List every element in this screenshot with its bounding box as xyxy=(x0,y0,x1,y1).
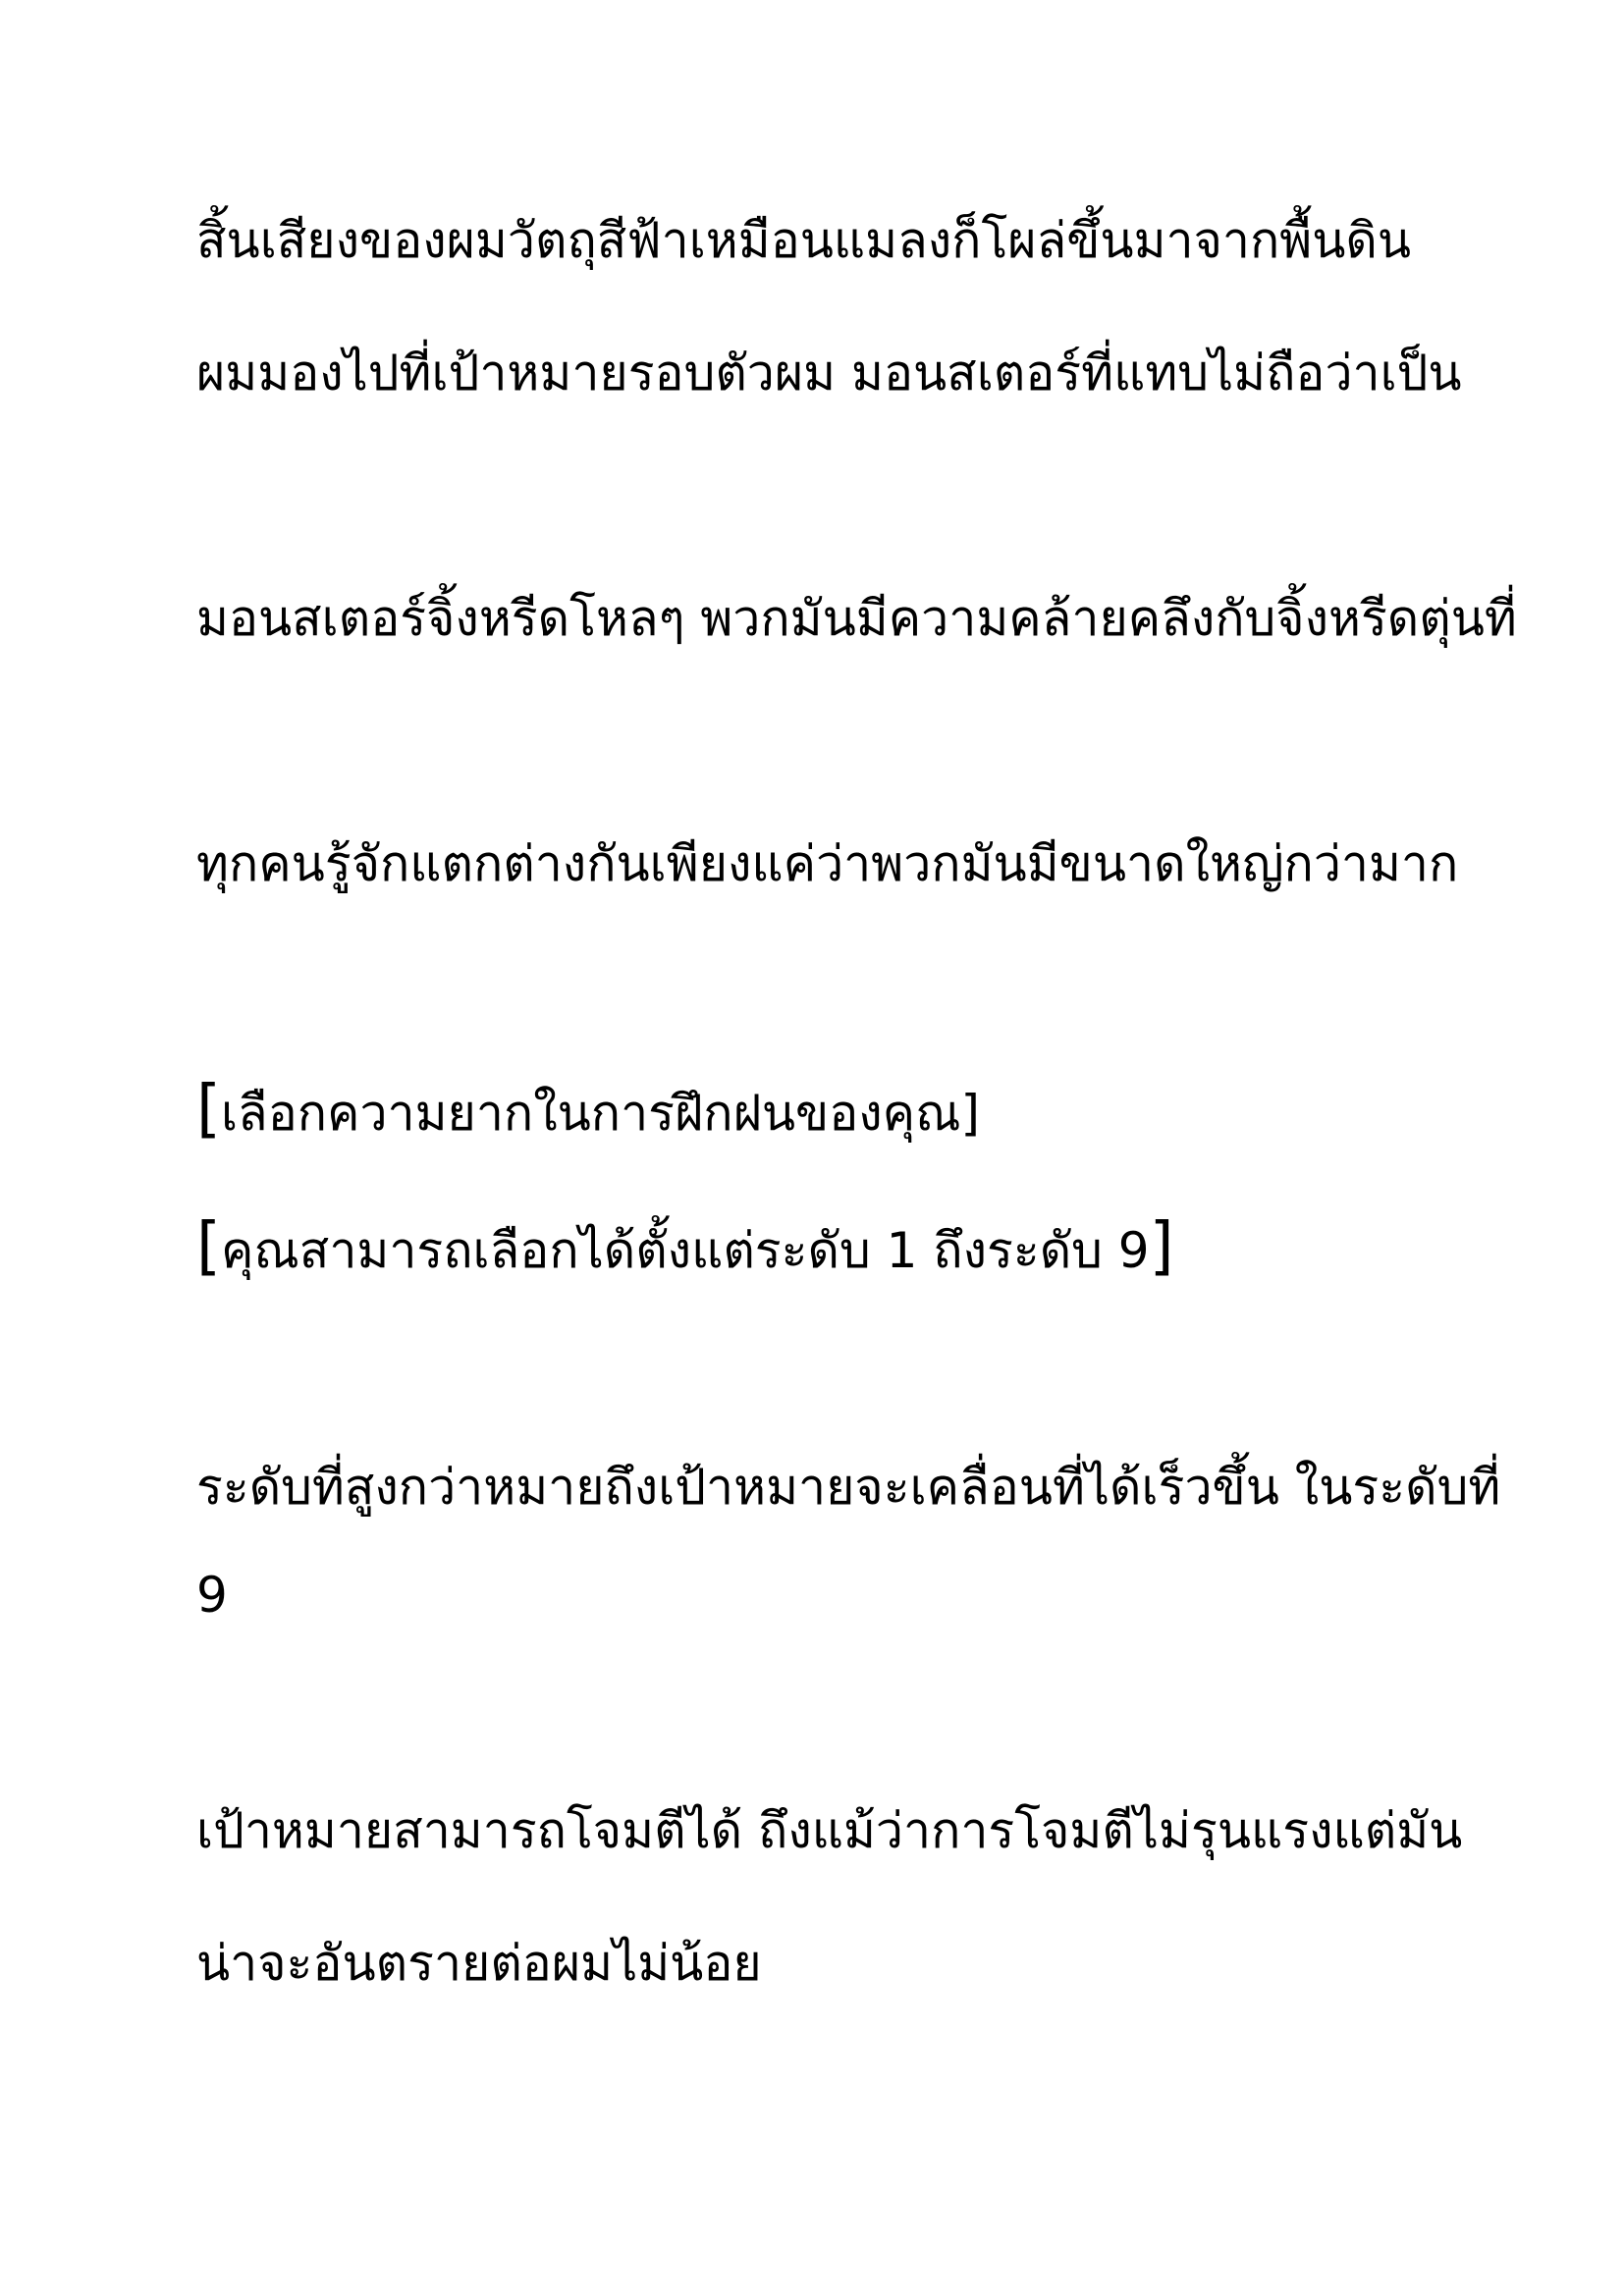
text-line: ระดับที่สูงกว่าหมายถึงเป้าหมายจะเคลื่อนที่ได้เร็วขึ้น ในระดับที่ xyxy=(196,1459,1501,1516)
text-line: เป้าหมายสามารถโจมตีได้ ถึงแม้ว่าการโจมตีไม่รุนแรงแต่มัน xyxy=(196,1802,1463,1859)
close-bracket: ] xyxy=(1149,1210,1174,1283)
system-message-text: เลือกความยากในการฝึกฝนของคุณ xyxy=(220,1085,961,1142)
text-line: สิ้นเสียงของผมวัตถุสีฟ้าเหมือนแมลงก็โผล่ขึ้นมาจากพื้นดิน xyxy=(196,212,1412,269)
open-bracket: [ xyxy=(196,1210,221,1283)
close-bracket: ] xyxy=(960,1085,981,1142)
system-message-line xyxy=(196,1075,980,1148)
system-message-text: คุณสามารถเลือกได้ตั้งแต่ระดับ 1 ถึงระดับ 9 xyxy=(220,1222,1150,1279)
text-line: มอนสเตอร์จิ้งหรีดโหลๆ พวกมันมีความคล้ายคลึงกับจิ้งหรีดตุ่นที่ xyxy=(196,590,1517,647)
text-line: ผมมองไปที่เป้าหมายรอบตัวผม มอนสเตอร์ที่แทบไม่ถือว่าเป็น xyxy=(196,345,1462,401)
text-line: ทุกคนรู้จักแตกต่างกันเพียงแค่ว่าพวกมันมีขนาดใหญ่กว่ามาก xyxy=(196,835,1459,892)
open-bracket: [ xyxy=(196,1073,221,1146)
system-message-line xyxy=(196,1212,1174,1285)
text-line: 9 xyxy=(196,1567,228,1624)
text-line: น่าจะอันตรายต่อผมไม่น้อย xyxy=(196,1935,762,1992)
